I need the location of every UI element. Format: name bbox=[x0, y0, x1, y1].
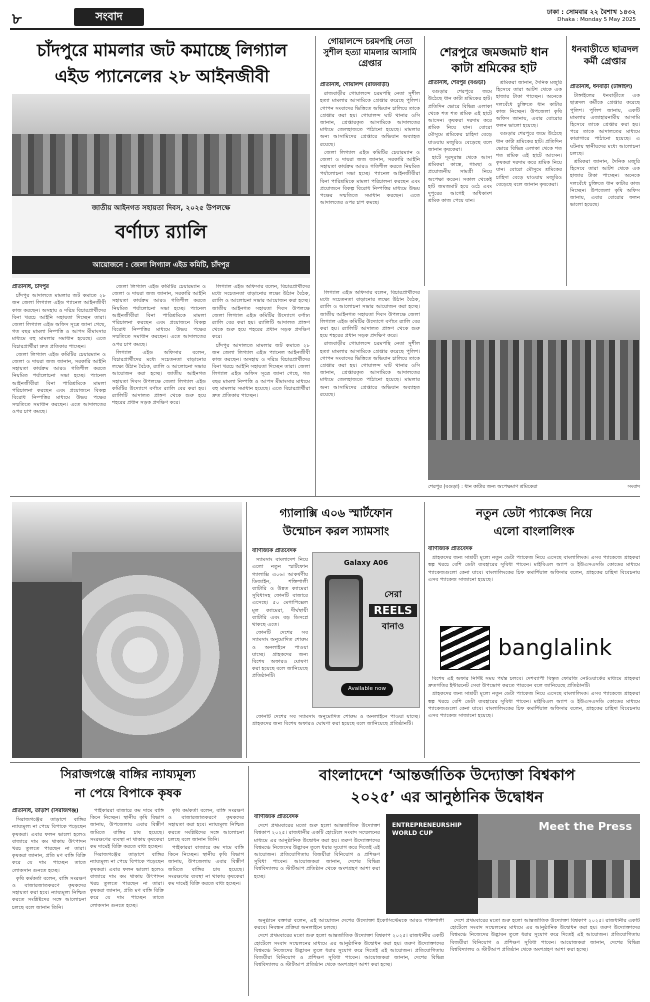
bangi-photo bbox=[12, 502, 242, 758]
worldcup-banner-left: ENTREPRENEURSHIP WORLD CUP bbox=[386, 814, 478, 914]
banglalink-body-bottom: বিশেষ এই অফার নির্দিষ্ট সময় পর্যন্ত চলবে। দেশব্যাপী বিস্তৃত ফোরজি নেটওয়ার্কের মাধ্যমে গ্রাহকরা দ্রুতগতির ইন্টারনেট সেবা উপভোগ করতে পারবেন বলে জানিয়েছে প্রতিষ্ঠানটি। গ্রাহকদের জন্য সাশ্রয়ী মূল্যে নতুন ডেটা প্যাকেজ নিয়ে এসেছে বাংলালিংক। এসব প্যাকেজে গ্রাহকরা স্বল্প খরচে বেশি ডেটা ব্যবহারের সুবিধা পাবেন। মাইবিএল অ্যাপ ও ইউএসএসডি কোডের মাধ্যমে প্যাকেজগুলো কেনা যাবে। বাংলালিংকের চিফ কমার্শিয়াল অফিসার বলেন, গ্রাহকের চাহিদা বিবেচনায় এসব প্যাকেজ সাজানো হয়েছে। bbox=[428, 676, 640, 720]
sherpur-photo-credit: সংবাদ bbox=[627, 484, 640, 490]
sherpur-photo-caption: শেরপুর (বগুড়া) : ধান কাটার জন্য অপেক্ষমাণ শ্রমিকেরা bbox=[428, 484, 538, 490]
samsung-ad-tag: সেরা REELS বানাও bbox=[369, 587, 417, 634]
samsung-body-bottom: ফোনটি দেশের সব স্যামসাং অনুমোদিত শোরুম ও অনলাইনে পাওয়া যাচ্ছে। গ্রাহকদের জন্য বিশেষ অফারও ঘোষণা করা হয়েছে বলে জানিয়েছে প্রতিষ্ঠানটি। bbox=[252, 714, 420, 728]
banglalink-body-top: বাণিজ্যিক প্রতিবেদক গ্রাহকদের জন্য সাশ্রয়ী মূল্যে নতুন ডেটা প্যাকেজ নিয়ে এসেছে বাংলালিংক। এসব প্যাকেজে গ্রাহকরা স্বল্প খরচে বেশি ডেটা ব্যবহারের সুবিধা পাবেন। মাইবিএল অ্যাপ ও ইউএসএসডি কোডের মাধ্যমে প্যাকেজগুলো কেনা যাবে। বাংলালিংকের চিফ কমার্শিয়াল অফিসার বলেন, গ্রাহকের চাহিদা বিবেচনায় এসব প্যাকেজ সাজানো হয়েছে। bbox=[428, 546, 640, 583]
lead-body-3: লিগ্যাল এইড অফিসার বলেন, বিচারপ্রার্থীদের মধ্যে সচেতনতা বাড়ানোর লক্ষ্যে উঠান বৈঠক, র‍্যালি ও আলোচনা সভার আয়োজন করা হচ্ছে। জাতীয় আইনগত সহায়তা দিবস উপলক্ষে জেলা লিগ্যাল এইড কমিটির উদ্যোগে বর্ণাঢ্য র‍্যালি বের করা হয়। র‍্যালিটি আদালত প্রাঙ্গণ থেকে শুরু হয়ে শহরের প্রধান সড়ক প্রদক্ষিণ করে। bbox=[212, 284, 310, 341]
logo-text: সংবাদ bbox=[95, 10, 123, 23]
sirajganj-col-2: পাইকাররা বাজারে কম দামে বাঙ্গি কিনে নিচ্ছেন। স্থানীয় কৃষি বিভাগ জানায়, উপজেলায় এবার বিস্তীর্ণ জমিতে বাঙ্গির চাষ হয়েছে। সংরক্ষণের ব্যবস্থা না থাকায় কৃষকেরা কম দামেই বিক্রি করতে বাধ্য হচ্ছেন। সিরাজগঞ্জের তাড়াশে বাঙ্গির ন্যায্যমূল্য না পেয়ে বিপাকে পড়েছেন কৃষকরা। এবার ফলন ভালো হলেও বাজারে দাম কম থাকায় উৎপাদন খরচ তুলতে পারছেন না তারা। কৃষকরা জানান, প্রতি মণ বাঙ্গি বিক্রি করে যে দাম পাচ্ছেন তাতে লোকসান গুনতে হচ্ছে। bbox=[90, 808, 164, 909]
lead-col-2: জেলা লিগ্যাল এইড কমিটির চেয়ারম্যান ও জেলা ও দায়রা জজ জানান, সরকারি আইনি সহায়তা কার্যক্রম আরও গতিশীল করতে নিয়মিত পর্যালোচনা সভা হচ্ছে। প্যানেল আইনজীবীরা বিনা পারিশ্রমিকে মামলা পরিচালনা করছেন এবং প্রয়োজনে বিকল্প বিরোধ নিষ্পত্তির মাধ্যমে উভয় পক্ষের সম্মতিতে সমাধান করছেন। এতে আদালতের ওপর চাপ কমছে। লিগ্যাল এইড অফিসার বলেন, বিচারপ্রার্থীদের মধ্যে সচেতনতা বাড়ানোর লক্ষ্যে উঠান বৈঠক, র‍্যালি ও আলোচনা সভার আয়োজন করা হচ্ছে। জাতীয় আইনগত সহায়তা দিবস উপলক্ষে জেলা লিগ্যাল এইড কমিটির উদ্যোগে বর্ণাঢ্য র‍্যালি বের করা হয়। র‍্যালিটি আদালত প্রাঙ্গণ থেকে শুরু হয়ে শহরের প্রধান সড়ক প্রদক্ষিণ করে। bbox=[112, 284, 206, 407]
sherpur-headline: শেরপুরে জমজমাট ধান কাটা শ্রমিকের হাট bbox=[439, 45, 549, 75]
worldcup-banner-right: Meet the Press bbox=[478, 814, 640, 860]
banglalink-headline-line1: নতুন ডেটা প্যাকেজ নিয়ে bbox=[475, 506, 593, 520]
lead-headline-line2: এইড প্যানেলের ২৮ আইনজীবী bbox=[54, 67, 270, 87]
dhanbari-byline: প্রতিনিধি, ধনবাড়ী (টাঙ্গাইল) bbox=[570, 84, 633, 90]
dhanbari-headline: ধনবাড়ীতে ছাত্রদল কর্মী গ্রেপ্তার bbox=[571, 45, 639, 67]
banglalink-headline-line2: এলো বাংলালিংক bbox=[493, 524, 575, 538]
samsung-body-left: বাণিজ্যিক প্রতিবেদক স্যামসাং বাংলাদেশ নিয়ে এলো নতুন স্মার্টফোন গ্যালাক্সি এ০৬। আকর্ষণীয় ডিজাইন, শক্তিশালী ব্যাটারি ও উন্নত ক্যামেরা সুবিধাসহ ফোনটি বাজারে এসেছে। ৫০ মেগাপিক্সেল মূল ক্যামেরা, দীর্ঘস্থায়ী ব্যাটারি এবং বড় ডিসপ্লে থাকছে এতে। ফোনটি দেশের সব স্যামসাং অনুমোদিত শোরুম ও অনলাইনে পাওয়া যাচ্ছে। গ্রাহকদের জন্য বিশেষ অফারও ঘোষণা করা হয়েছে বলে জানিয়েছে প্রতিষ্ঠানটি। bbox=[252, 548, 308, 680]
sherpur-col-2: শ্রমিকরা জানান, দৈনিক মজুরি হিসেবে তারা আটশ থেকে এক হাজার টাকা পাচ্ছেন। অনেকে দলবেঁধে চুক্তিতে ধান কাটার কাজ নিচ্ছেন। উপজেলা কৃষি অফিস জানায়, এবার বোরোর ফলন ভালো হয়েছে। বগুড়ার শেরপুরে জমে উঠেছে ধান কাটা শ্রমিকের হাট। প্রতিদিন ভোরে বিভিন্ন এলাকা থেকে শত শত শ্রমিক এই হাটে আসেন। কৃষকরা দরদাম করে শ্রমিক নিয়ে যান। বোরো মৌসুমে শ্রমিকের চাহিদা বেড়ে যাওয়ায় মজুরিও বেড়েছে বলে জানান কৃষকেরা। bbox=[496, 80, 562, 188]
sirajganj-col-3: কৃষি কর্মকর্তা বলেন, বাঙ্গি সংরক্ষণ ও বাজারজাতকরণে কৃষকদের সহায়তা করা হবে। ন্যায্যমূল্য নিশ্চিত করতে সংশ্লিষ্টদের সঙ্গে আলোচনা চলছে বলে জানান তিনি। পাইকাররা বাজারে কম দামে বাঙ্গি কিনে নিচ্ছেন। স্থানীয় কৃষি বিভাগ জানায়, উপজেলায় এবার বিস্তীর্ণ জমিতে বাঙ্গির চাষ হয়েছে। সংরক্ষণের ব্যবস্থা না থাকায় কৃষকেরা কম দামেই বিক্রি করতে বাধ্য হচ্ছেন। bbox=[168, 808, 244, 888]
sirajganj-headline-line1: সিরাজগঞ্জে বাঙ্গির ন্যায্যমূল্য bbox=[60, 767, 196, 781]
rally-banner bbox=[12, 194, 310, 278]
rally-banner-main: বর্ণাঢ্য র‍্যালি bbox=[115, 221, 207, 243]
worldcup-body: বাণিজ্যিক প্রতিবেদক দেশে প্রথমবারের মতো শুরু হলো আন্তর্জাতিক উদ্যোক্তা বিশ্বকাপ ২০২৫। রাজধানীর একটি হোটেলে সংবাদ সম্মেলনের মাধ্যমে এর আনুষ্ঠানিক উদ্বোধন করা হয়। তরুণ উদ্যোক্তাদের বিশ্বমঞ্চে নিজেদের উদ্ভাবন তুলে ধরার সুযোগ করে দিতেই এই আয়োজন। প্রতিযোগিতায় বিজয়ীরা বিনিয়োগ ও প্রশিক্ষণ সুবিধা পাবেন। আয়োজকরা জানান, দেশের বিভিন্ন বিশ্ববিদ্যালয় ও স্টার্টআপ প্রতিষ্ঠান থেকে অংশগ্রহণ আশা করা হচ্ছে। bbox=[254, 814, 380, 880]
rally-banner-bottom: আয়োজনে : জেলা লিগ্যাল এইড কমিটি, চাঁদপুর bbox=[12, 256, 310, 274]
sirajganj-col-1: প্রতিনিধি, তাড়াশ (সিরাজগঞ্জ) সিরাজগঞ্জের তাড়াশে বাঙ্গির ন্যায্যমূল্য না পেয়ে বিপাকে পড়েছেন কৃষকরা। এবার ফলন ভালো হলেও বাজারে দাম কম থাকায় উৎপাদন খরচ তুলতে পারছেন না তারা। কৃষকরা জানান, প্রতি মণ বাঙ্গি বিক্রি করে যে দাম পাচ্ছেন তাতে লোকসান গুনতে হচ্ছে। কৃষি কর্মকর্তা বলেন, বাঙ্গি সংরক্ষণ ও বাজারজাতকরণে কৃষকদের সহায়তা করা হবে। ন্যায্যমূল্য নিশ্চিত করতে সংশ্লিষ্টদের সঙ্গে আলোচনা চলছে বলে জানান তিনি। bbox=[12, 808, 86, 911]
sherpur-byline: প্রতিনিধি, শেরপুর (বগুড়া) bbox=[428, 80, 486, 86]
samsung-byline: বাণিজ্যিক প্রতিবেদক bbox=[252, 548, 297, 554]
rally-banner-top: জাতীয় আইনগত সহায়তা দিবস, ২০২৫ উপলক্ষে bbox=[91, 204, 231, 212]
lead-byline: প্রতিনিধি, চাঁদপুর bbox=[12, 284, 49, 290]
date-bn: ঢাকা : সোমবার ২২ বৈশাখ ১৪৩২ bbox=[547, 8, 636, 16]
sherpur-photo bbox=[428, 290, 640, 480]
lead-body-2: জেলা লিগ্যাল এইড কমিটির চেয়ারম্যান ও জেলা ও দায়রা জজ জানান, সরকারি আইনি সহায়তা কার্যক্রম আরও গতিশীল করতে নিয়মিত পর্যালোচনা সভা হচ্ছে। প্যানেল আইনজীবীরা বিনা পারিশ্রমিকে মামলা পরিচালনা করছেন এবং প্রয়োজনে বিকল্প বিরোধ নিষ্পত্তির মাধ্যমে উভয় পক্ষের সম্মতিতে সমাধান করছেন। এতে আদালতের ওপর চাপ কমছে। bbox=[112, 284, 206, 348]
banglalink-logo bbox=[440, 626, 630, 670]
goalanda-byline: প্রতিনিধি, গোয়ালন্দ (রাজবাড়ী) bbox=[320, 82, 390, 88]
worldcup-body-bottom-2: দেশে প্রথমবারের মতো শুরু হলো আন্তর্জাতিক উদ্যোক্তা বিশ্বকাপ ২০২৫। রাজধানীর একটি হোটেলে সংবাদ সম্মেলনের মাধ্যমে এর আনুষ্ঠানিক উদ্বোধন করা হয়। তরুণ উদ্যোক্তাদের বিশ্বমঞ্চে নিজেদের উদ্ভাবন তুলে ধরার সুযোগ করে দিতেই এই আয়োজন। প্রতিযোগিতায় বিজয়ীরা বিনিয়োগ ও প্রশিক্ষণ সুবিধা পাবেন। আয়োজকরা জানান, দেশের বিভিন্ন বিশ্ববিদ্যালয় ও স্টার্টআপ প্রতিষ্ঠান থেকে অংশগ্রহণ আশা করা হচ্ছে। bbox=[450, 918, 640, 953]
samsung-ad-brand: Galaxy A06 bbox=[343, 559, 389, 567]
date-en: Dhaka : Monday 5 May 2025 bbox=[557, 17, 636, 23]
lead-col-3: লিগ্যাল এইড অফিসার বলেন, বিচারপ্রার্থীদের মধ্যে সচেতনতা বাড়ানোর লক্ষ্যে উঠান বৈঠক, র‍্যালি ও আলোচনা সভার আয়োজন করা হচ্ছে। জাতীয় আইনগত সহায়তা দিবস উপলক্ষে জেলা লিগ্যাল এইড কমিটির উদ্যোগে বর্ণাঢ্য র‍্যালি বের করা হয়। র‍্যালিটি আদালত প্রাঙ্গণ থেকে শুরু হয়ে শহরের প্রধান সড়ক প্রদক্ষিণ করে। চাঁদপুর আদালতে মামলার জট কমাতে ২৮ জন জেলা লিগ্যাল এইড প্যানেল আইনজীবী কাজ করছেন। অসহায় ও দরিদ্র বিচারপ্রার্থীদের বিনা খরচে আইনি সহায়তা দিচ্ছেন তারা। জেলা লিগ্যাল এইড অফিস সূত্রে জানা গেছে, গত বছর মামলা নিষ্পত্তি ও আপস মীমাংসার মাধ্যমে বহু মামলার সমাধান হয়েছে। এতে বিচারপ্রার্থীরা দ্রুত প্রতিকার পাচ্ছেন। bbox=[212, 284, 310, 400]
lead-col-1: প্রতিনিধি, চাঁদপুর চাঁদপুর আদালতে মামলার জট কমাতে ২৮ জন জেলা লিগ্যাল এইড প্যানেল আইনজীবী কাজ করছেন। অসহায় ও দরিদ্র বিচারপ্রার্থীদের বিনা খরচে আইনি সহায়তা দিচ্ছেন তারা। জেলা লিগ্যাল এইড অফিস সূত্রে জানা গেছে, গত বছর মামলা নিষ্পত্তি ও আপস মীমাংসার মাধ্যমে বহু মামলার সমাধান হয়েছে। এতে বিচারপ্রার্থীরা দ্রুত প্রতিকার পাচ্ছেন। জেলা লিগ্যাল এইড কমিটির চেয়ারম্যান ও জেলা ও দায়রা জজ জানান, সরকারি আইনি সহায়তা কার্যক্রম আরও গতিশীল করতে নিয়মিত পর্যালোচনা সভা হচ্ছে। প্যানেল আইনজীবীরা বিনা পারিশ্রমিকে মামলা পরিচালনা করছেন এবং প্রয়োজনে বিকল্প বিরোধ নিষ্পত্তির মাধ্যমে উভয় পক্ষের সম্মতিতে সমাধান করছেন। এতে আদালতের ওপর চাপ কমছে। bbox=[12, 284, 106, 416]
goalanda-body: প্রতিনিধি, গোয়ালন্দ (রাজবাড়ী) রাজবাড়ীর গোয়ালন্দে চরমপন্থি নেতা সুশীল হত্যা মামলার আসামিকে গ্রেপ্তার করেছে পুলিশ। গোপন সংবাদের ভিত্তিতে অভিযান চালিয়ে তাকে গ্রেপ্তার করা হয়। গোয়ালন্দ ঘাট থানার ওসি জানান, গ্রেপ্তারকৃত আসামিকে আদালতের মাধ্যমে জেলহাজতে পাঠানো হয়েছে। মামলার অন্য আসামিদের গ্রেপ্তারে অভিযান অব্যাহত রয়েছে। জেলা লিগ্যাল এইড কমিটির চেয়ারম্যান ও জেলা ও দায়রা জজ জানান, সরকারি আইনি সহায়তা কার্যক্রম আরও গতিশীল করতে নিয়মিত পর্যালোচনা সভা হচ্ছে। প্যানেল আইনজীবীরা বিনা পারিশ্রমিকে মামলা পরিচালনা করছেন এবং প্রয়োজনে বিকল্প বিরোধ নিষ্পত্তির মাধ্যমে উভয় পক্ষের সম্মতিতে সমাধান করছেন। এতে আদালতের ওপর চাপ কমছে। bbox=[320, 82, 420, 207]
goalanda-headline: গোয়ালন্দে চরমপন্থি নেতা সুশীল হত্যা মামলার আসামি গ্রেপ্তার bbox=[323, 36, 417, 68]
banglalink-logo-mark bbox=[440, 626, 490, 670]
masthead bbox=[10, 6, 640, 30]
samsung-headline-line2: উন্মোচন করল স্যামসাং bbox=[282, 524, 390, 538]
worldcup-body-bottom-1: অনুষ্ঠানে বক্তারা বলেন, এই আয়োজন দেশের উদ্যোক্তা ইকোসিস্টেমকে আরও শক্তিশালী করবে। নিবন্ধন প্রক্রিয়া অনলাইনে চলছে। দেশে প্রথমবারের মতো শুরু হলো আন্তর্জাতিক উদ্যোক্তা বিশ্বকাপ ২০২৫। রাজধানীর একটি হোটেলে সংবাদ সম্মেলনের মাধ্যমে এর আনুষ্ঠানিক উদ্বোধন করা হয়। তরুণ উদ্যোক্তাদের বিশ্বমঞ্চে নিজেদের উদ্ভাবন তুলে ধরার সুযোগ করে দিতেই এই আয়োজন। প্রতিযোগিতায় বিজয়ীরা বিনিয়োগ ও প্রশিক্ষণ সুবিধা পাবেন। আয়োজকরা জানান, দেশের বিভিন্ন বিশ্ববিদ্যালয় ও স্টার্টআপ প্রতিষ্ঠান থেকে অংশগ্রহণ আশা করা হচ্ছে। bbox=[254, 918, 444, 969]
worldcup-headline-line2: ২০২৫’ এর আনুষ্ঠানিক উদ্বোধন bbox=[350, 788, 544, 806]
lead-body-1: চাঁদপুর আদালতে মামলার জট কমাতে ২৮ জন জেলা লিগ্যাল এইড প্যানেল আইনজীবী কাজ করছেন। অসহায় ও দরিদ্র বিচারপ্রার্থীদের বিনা খরচে আইনি সহায়তা দিচ্ছেন তারা। জেলা লিগ্যাল এইড অফিস সূত্রে জানা গেছে, গত বছর মামলা নিষ্পত্তি ও আপস মীমাংসার মাধ্যমে বহু মামলার সমাধান হয়েছে। এতে বিচারপ্রার্থীরা দ্রুত প্রতিকার পাচ্ছেন। bbox=[12, 293, 106, 350]
page-number: ৮ bbox=[12, 10, 22, 28]
banglalink-logo-text: banglalink bbox=[498, 635, 612, 661]
worldcup-headline-line1: বাংলাদেশে ‘আন্তর্জাতিক উদ্যোক্তা বিশ্বকাপ bbox=[319, 766, 575, 784]
banglalink-byline: বাণিজ্যিক প্রতিবেদক bbox=[428, 546, 473, 552]
sirajganj-byline: প্রতিনিধি, তাড়াশ (সিরাজগঞ্জ) bbox=[12, 808, 79, 814]
worldcup-byline: বাণিজ্যিক প্রতিবেদক bbox=[254, 814, 299, 820]
lead-headline-line1: চাঁদপুরে মামলার জট কমাচ্ছে লিগ্যাল bbox=[36, 41, 288, 61]
samsung-headline-line1: গ্যালাক্সি এ০৬ স্মার্টফোন bbox=[279, 506, 393, 520]
worldcup-photo bbox=[386, 814, 640, 914]
dhanbari-body: প্রতিনিধি, ধনবাড়ী (টাঙ্গাইল) টাঙ্গাইলের ধনবাড়ীতে এক ছাত্রদল কর্মীকে গ্রেপ্তার করেছে পুলিশ। পুলিশ জানায়, একটি মামলার এজাহারনামীয় আসামি হিসেবে তাকে গ্রেপ্তার করা হয়। পরে তাকে আদালতের মাধ্যমে কারাগারে পাঠানো হয়েছে। এ ঘটনায় স্থানীয়দের মধ্যে আলোচনা চলছে। শ্রমিকরা জানান, দৈনিক মজুরি হিসেবে তারা আটশ থেকে এক হাজার টাকা পাচ্ছেন। অনেকে দলবেঁধে চুক্তিতে ধান কাটার কাজ নিচ্ছেন। উপজেলা কৃষি অফিস জানায়, এবার বোরোর ফলন ভালো হয়েছে। bbox=[570, 84, 640, 209]
samsung-phone bbox=[325, 575, 363, 671]
sirajganj-headline-line2: না পেয়ে বিপাকে কৃষক bbox=[74, 786, 182, 800]
logo bbox=[74, 8, 144, 26]
sherpur-col-1: প্রতিনিধি, শেরপুর (বগুড়া) বগুড়ার শেরপুরে জমে উঠেছে ধান কাটা শ্রমিকের হাট। প্রতিদিন ভোরে বিভিন্ন এলাকা থেকে শত শত শ্রমিক এই হাটে আসেন। কৃষকরা দরদাম করে শ্রমিক নিয়ে যান। বোরো মৌসুমে শ্রমিকের চাহিদা বেড়ে যাওয়ায় মজুরিও বেড়েছে বলে জানান কৃষকেরা। হাটে দূরদূরান্ত থেকে আসা শ্রমিকরা কাস্তে, গামছা ও প্রয়োজনীয় সামগ্রী নিয়ে অপেক্ষা করেন। সকাল থেকেই হাট জমজমাট হয়ে ওঠে এবং দুপুরের আগেই অধিকাংশ শ্রমিক কাজ পেয়ে যান। bbox=[428, 80, 492, 205]
samsung-ad-cta: Available now bbox=[341, 683, 393, 696]
samsung-ad bbox=[312, 552, 420, 708]
goalanda-col-lower: লিগ্যাল এইড অফিসার বলেন, বিচারপ্রার্থীদের মধ্যে সচেতনতা বাড়ানোর লক্ষ্যে উঠান বৈঠক, র‍্যালি ও আলোচনা সভার আয়োজন করা হচ্ছে। জাতীয় আইনগত সহায়তা দিবস উপলক্ষে জেলা লিগ্যাল এইড কমিটির উদ্যোগে বর্ণাঢ্য র‍্যালি বের করা হয়। র‍্যালিটি আদালত প্রাঙ্গণ থেকে শুরু হয়ে শহরের প্রধান সড়ক প্রদক্ষিণ করে। রাজবাড়ীর গোয়ালন্দে চরমপন্থি নেতা সুশীল হত্যা মামলার আসামিকে গ্রেপ্তার করেছে পুলিশ। গোপন সংবাদের ভিত্তিতে অভিযান চালিয়ে তাকে গ্রেপ্তার করা হয়। গোয়ালন্দ ঘাট থানার ওসি জানান, গ্রেপ্তারকৃত আসামিকে আদালতের মাধ্যমে জেলহাজতে পাঠানো হয়েছে। মামলার অন্য আসামিদের গ্রেপ্তারে অভিযান অব্যাহত রয়েছে। bbox=[320, 290, 420, 398]
lead-photo bbox=[12, 94, 310, 278]
